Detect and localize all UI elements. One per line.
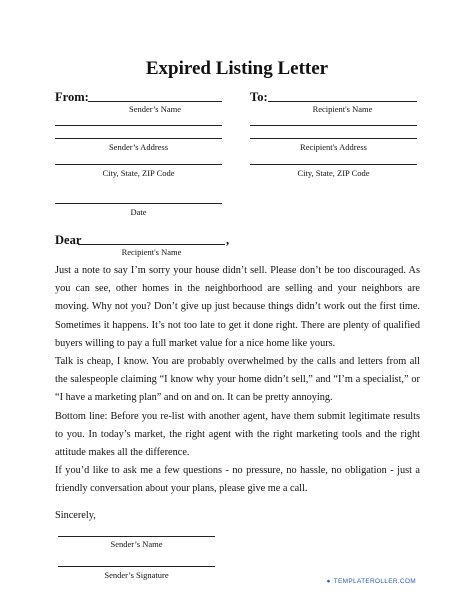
dear-comma: , (226, 233, 230, 247)
sender-city-line[interactable] (55, 164, 222, 165)
closing-name-caption: Sender’s Name (110, 539, 163, 549)
body-paragraph-4: If you’d like to ask me a few questions - no pressure, no hassle, no obligation - just a friendly conversation about your plans, please give me a call. (55, 465, 420, 495)
date-line[interactable] (55, 203, 222, 204)
closing: Sincerely, (55, 510, 96, 521)
recipient-city-caption: City, State, ZIP Code (297, 168, 370, 178)
to-label: To: (250, 90, 268, 104)
sender-name-line[interactable] (88, 101, 222, 102)
sender-name-caption: Sender’s Name (128, 104, 181, 114)
recipient-address-caption: Recipient's Address (300, 142, 367, 152)
sender-address-caption: Sender’s Address (108, 142, 169, 152)
footer-text: TEMPLATEROLLER.COM (333, 578, 416, 585)
sender-address-line-2[interactable] (55, 138, 222, 139)
recipient-name-line[interactable] (268, 101, 417, 102)
page-title: Expired Listing Letter (145, 58, 329, 79)
recipient-name-caption: Recipient's Name (312, 104, 373, 114)
closing-signature-line[interactable] (58, 566, 215, 567)
body-paragraph-1: Just a note to say I’m sorry your house didn’t sell. Please don’t be too discouraged. As you can see, other homes in the neighborhood are selling and your neighbors are moving. Why not you? Don’t give up just because things didn’t work out the first time. Sometimes it happens. It’s not too late to get it done right. There are plenty of qualified buyers willing to pay a full market value for a nice home like yours. (55, 265, 420, 349)
body-paragraph-2: Talk is cheap, I know. You are probably overwhelmed by the calls and letters from all the salespeople claiming “I know why your home didn’t sell,” and “I’m a specialist,” or “I have a marketing plan” and on and on. It can be pretty annoying. (55, 356, 420, 404)
date-caption: Date (130, 207, 147, 217)
from-label: From: (55, 90, 89, 104)
bullet-icon: ● (326, 578, 331, 585)
sender-city-caption: City, State, ZIP Code (102, 168, 175, 178)
recipient-address-line-2[interactable] (250, 138, 417, 139)
dear-recipient-caption: Recipient's Name (121, 247, 182, 257)
closing-signature-caption: Sender’s Signature (104, 570, 169, 580)
dear-label: Dear (55, 233, 82, 247)
body-paragraph-3: Bottom line: Before you re-list with another agent, have them submit legitimate results to you. In today’s market, the right agent with the right marketing tools and the right attitude makes all the difference. (55, 411, 420, 459)
dear-recipient-line[interactable] (78, 244, 225, 245)
recipient-city-line[interactable] (250, 164, 417, 165)
sender-address-line-1[interactable] (55, 125, 222, 126)
closing-name-line[interactable] (58, 536, 215, 537)
recipient-address-line-1[interactable] (250, 125, 417, 126)
footer-link[interactable] (327, 578, 416, 585)
